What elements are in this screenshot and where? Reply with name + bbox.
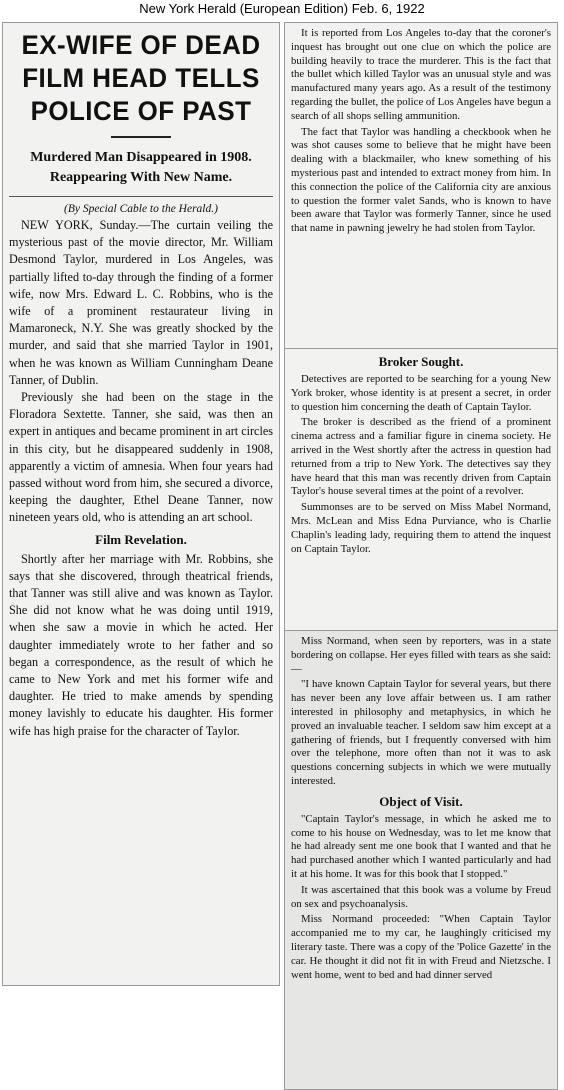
article-paragraph: It was ascertained that this book was a volume by Freud on sex and psychoanalysis. <box>291 883 551 910</box>
article-headline: EX-WIFE OF DEAD FILM HEAD TELLS POLICE OF PAST <box>21 30 261 126</box>
subhead-divider <box>9 196 273 197</box>
article-paragraph: Summonses are to be served on Miss Mabel Normand, Mrs. McLean and Miss Edna Purviance, who is Charlie Chaplin's leading lady, requiring them to attend the inquest on Captain Taylor. <box>291 501 551 555</box>
article-paragraph: Miss Normand proceeded: "When Captain Taylor accompanied me to my car, he laughingly criticised my literary taste. There was a copy of the 'Police Gazette' in the car. He thought it did not fit in with Freud and Nietzsche. I went home, went to bed and had dinner served <box>291 913 551 981</box>
article-paragraph: The broker is described as the friend of a prominent cinema actress and a familiar figure in cinema society. He arrived in the West shortly after the actress in question had returned from a trip to New York. The detectives say they have heard that this man was recently driven from Captain Taylor's house several times at the point of a revolver. <box>291 416 551 498</box>
article-paragraph: It is reported from Los Angeles to-day that the coroner's inquest has brought out one clue on which the police are building heavily to trace the murderer. This is the fact that the bullet which killed Taylor was an unusual style and was manufactured many years ago. As a result of the testimony regarding the bullet, the police of Los Angeles have begun a search of all shops selling ammunition. <box>291 27 551 122</box>
article-paragraph: Previously she had been on the stage in the Floradora Sextette. Tanner, she said, was then an expert in antiques and became prominent in art circles in this city, but he disappeared suddenly in 1908, apparently a victim of amnesia. When four years had passed without word from him, she secured a divorce, keeping the daughter, Ethel Deane Tanner, now nineteen years old, who is attending an art school. <box>9 390 273 525</box>
page-caption: New York Herald (European Edition) Feb. 6, 1922 <box>139 1 425 16</box>
right-middle-clipping <box>284 348 558 632</box>
left-column-clipping <box>2 22 280 986</box>
article-paragraph: Detectives are reported to be searching for a young New York broker, whose identity is at present a secret, in order to question him concerning the death of Captain Taylor. <box>291 373 551 413</box>
article-paragraph: "I have known Captain Taylor for several years, but there has never been any love affair between us. I am rather interested in philosophy and metaphysics, in which he proved an invaluable teacher. I seldom saw him except at a gathering of friends, but I frequently conversed with him over the telephone, more often than not it was to ask questions concerning subjects in which we were mutually interested. <box>291 678 551 787</box>
right-top-clipping <box>284 22 558 350</box>
section-title-film-revelation: Film Revelation. <box>95 531 187 547</box>
section-title-broker-sought: Broker Sought. <box>378 354 464 369</box>
article-subhead: Murdered Man Disappeared in 1908. Reappearing With New Name. <box>30 150 252 185</box>
article-paragraph: NEW YORK, Sunday.—The curtain veiling the mysterious past of the movie director, Mr. William Desmond Taylor, murdered in Los Angeles, was partially lifted to-day through the finding of a former wife, now Mrs. Edward L. C. Robbins, who is the wife of a prominent restaurateur living in Mamaroneck, N.Y. She was greatly shocked by the murder, and said that she married Taylor in 1901, when he was known as William Cunningham Deane Tanner, of Dublin. <box>9 218 273 387</box>
article-paragraph: "Captain Taylor's message, in which he asked me to come to his house on Wednesday, was to let me know that he had already sent me one book that I wanted and that he had purchased another which I wanted particularly and had it at his home. It was for this book that I stopped." <box>291 812 551 880</box>
right-bottom-clipping <box>284 630 558 1090</box>
article-paragraph: Shortly after her marriage with Mr. Robbins, she says that she discovered, through theatrical friends, that Tanner was still alive and was known as Taylor. She did not know what he was doing until 1919, when she saw a movie in which he acted. Her daughter immediately wrote to her father and so began a correspondence, as the result of which he came to New York and met his former wife and daughter. He tried to make amends by spending money lavishly to educate his daughter. His former wife has high praise for the character of Taylor. <box>9 551 273 738</box>
article-paragraph: The fact that Taylor was handling a checkbook when he was shot causes some to believe that he might have been dealing with a blackmailer, who knew something of his mysterious past and intended to extract money from him. In this connection the police of the California city are anxious to question the former valet Sands, who is known to have been aware that Taylor was formerly Tanner, since he used that name in pawning jewelry he had stolen from Taylor. <box>291 125 551 235</box>
article-paragraph: Miss Normand, when seen by reporters, was in a state bordering on collapse. Her eyes filled with tears as she said:— <box>291 635 551 675</box>
article-credit: (By Special Cable to the Herald.) <box>64 203 218 215</box>
headline-rule <box>111 136 171 138</box>
section-title-object-of-visit: Object of Visit. <box>379 793 463 809</box>
